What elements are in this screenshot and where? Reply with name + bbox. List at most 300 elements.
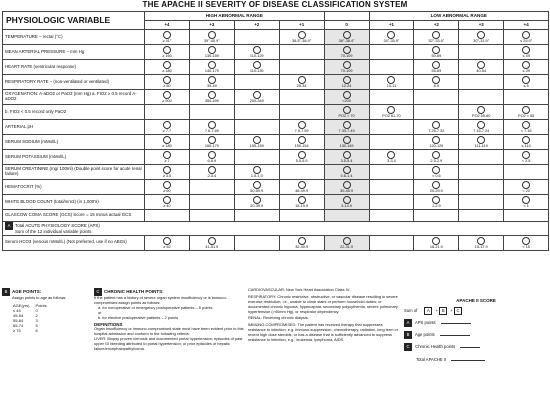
variable-label: RESPIRATORY RATE – (non-ventilated or ventilated)	[3, 75, 145, 90]
range-value: ≤ 29.9°	[520, 39, 533, 43]
score-checkbox[interactable]	[208, 166, 216, 174]
score-cell	[369, 45, 414, 60]
score-checkbox[interactable]	[208, 61, 216, 69]
score-cell	[504, 135, 549, 150]
score-cell	[189, 150, 234, 165]
range-value: 20-39.9	[250, 204, 264, 208]
age-range: ≥ 75	[13, 327, 21, 333]
score-cell	[369, 235, 414, 250]
range-value: ≥ 41°	[162, 39, 172, 43]
score-checkbox[interactable]	[253, 196, 261, 204]
range-value: 10-11	[386, 84, 397, 88]
score-cell	[369, 195, 414, 210]
score-cell	[189, 210, 234, 222]
score-cell	[234, 120, 279, 135]
range-value: 18-21.9	[429, 244, 443, 249]
score-checkbox[interactable]	[387, 151, 395, 159]
variable-row	[3, 165, 549, 180]
score-cell	[504, 150, 549, 165]
variable-row	[3, 235, 549, 250]
age-points-section	[2, 288, 92, 333]
agep-field[interactable]	[440, 335, 470, 336]
score-cell	[414, 105, 459, 120]
respiratory-definition: RESPIRATORY: Chronic restrictive, obstructive, or vascular disease resulting in severe exercise restriction, i.e., unable to climb stairs or perform household duties; or documented chronic hypoxia, hypercapnia, secondary polycythemia, severe pulmonary hypertension (>40mm Hg), or respirator dependency.	[248, 293, 398, 314]
score-checkbox[interactable]	[343, 121, 351, 129]
range-value: 2-3.4	[207, 174, 217, 178]
range-value: ≥ 52	[163, 244, 171, 249]
score-column-header: +1	[369, 21, 414, 30]
score-checkbox[interactable]	[432, 31, 440, 39]
chronic-option-a: a. for nonoperative or emergency postoperative patients – 5 points	[98, 304, 213, 310]
score-cell	[414, 180, 459, 195]
score-cell	[414, 45, 459, 60]
range-value: 70-109	[340, 69, 353, 73]
variable-row	[3, 90, 549, 105]
score-checkbox[interactable]	[343, 166, 351, 174]
range-value: 70-109	[340, 54, 353, 58]
score-checkbox[interactable]	[163, 46, 171, 54]
score-checkbox[interactable]	[343, 151, 351, 159]
score-cell	[189, 120, 234, 135]
chronic-badge: C	[94, 288, 102, 296]
score-cell	[145, 120, 190, 135]
range-value: 32-40.9	[295, 244, 309, 249]
range-value: < 20	[522, 189, 530, 193]
score-cell	[189, 195, 234, 210]
age-points: 2	[35, 312, 38, 318]
variable-row	[3, 120, 549, 135]
score-cell	[279, 105, 324, 120]
score-checkbox[interactable]	[477, 121, 485, 129]
score-cell	[324, 210, 369, 222]
variable-label: ARTERIAL pH	[3, 120, 145, 135]
score-cell	[414, 75, 459, 90]
score-cell	[234, 150, 279, 165]
score-checkbox[interactable]	[208, 151, 216, 159]
score-cell	[369, 120, 414, 135]
age-points: 6	[35, 327, 38, 333]
range-value: 0.6-1.4	[340, 174, 353, 178]
range-value: ≥ 7	[164, 159, 170, 163]
score-checkbox[interactable]	[208, 237, 216, 245]
score-checkbox[interactable]	[432, 196, 440, 204]
score-cell	[459, 60, 504, 75]
range-value: ≤ 49	[522, 54, 530, 58]
score-checkbox[interactable]	[477, 106, 485, 114]
high-range-header: HIGH ABNORMAL RANGE	[145, 12, 325, 21]
score-cell	[504, 105, 549, 120]
score-checkbox[interactable]	[298, 181, 306, 189]
range-value: < 7.15	[520, 129, 532, 133]
score-checkbox[interactable]	[343, 91, 351, 99]
score-checkbox[interactable]	[163, 121, 171, 129]
score-checkbox[interactable]	[477, 31, 485, 39]
score-checkbox[interactable]	[298, 237, 306, 245]
score-cell	[459, 75, 504, 90]
score-column-header: +4	[145, 21, 190, 30]
score-column-header: +1	[279, 21, 324, 30]
score-cell	[459, 180, 504, 195]
score-cell	[189, 90, 234, 105]
range-value: ≤ 5	[523, 84, 529, 88]
score-checkbox[interactable]	[208, 91, 216, 99]
score-checkbox[interactable]	[298, 136, 306, 144]
score-checkbox[interactable]	[477, 61, 485, 69]
bottom-section	[2, 288, 548, 404]
renal-definition: RENAL: Receiving chronic dialysis.	[248, 315, 309, 321]
variable-header: PHYSIOLOGIC VARIABLE	[3, 12, 145, 30]
range-value: ≤ 110	[521, 144, 531, 148]
score-cell	[279, 165, 324, 180]
score-checkbox[interactable]	[522, 196, 530, 204]
chronic-option-b: b. for elective postoperative patients – 2 points	[98, 314, 179, 320]
range-value: PO2 > 70	[338, 114, 355, 118]
variable-label: b. FIO2 < 0.5 record only PaO2	[3, 105, 145, 120]
score-checkbox[interactable]	[522, 181, 530, 189]
score-cell	[279, 135, 324, 150]
score-cell	[189, 75, 234, 90]
score-checkbox[interactable]	[387, 76, 395, 84]
score-checkbox[interactable]	[522, 151, 530, 159]
aps-total-sub: Sum of the 12 individual variable points	[15, 229, 92, 234]
range-value: 46-49.9	[295, 189, 309, 193]
aps-line	[404, 319, 548, 327]
score-checkbox[interactable]	[432, 181, 440, 189]
score-cell	[279, 180, 324, 195]
score-checkbox[interactable]	[522, 106, 530, 114]
score-cell	[279, 210, 324, 222]
score-checkbox[interactable]	[387, 31, 395, 39]
variable-label: HEMATOCRIT (%)	[3, 180, 145, 195]
variable-label: GLASCOW COMA SCORE (GCS) Score = 15 minus actual GCS	[3, 210, 145, 222]
score-checkbox[interactable]	[432, 237, 440, 245]
score-checkbox[interactable]	[163, 91, 171, 99]
range-value: 120-129	[429, 144, 444, 148]
range-value: 30-45.9	[340, 189, 353, 193]
variable-row	[3, 150, 549, 165]
score-checkbox[interactable]	[343, 196, 351, 204]
score-cell	[369, 210, 414, 222]
score-cell	[324, 90, 369, 105]
score-checkbox[interactable]	[163, 76, 171, 84]
score-checkbox[interactable]	[163, 136, 171, 144]
variable-label: Serum HCO3 (venous mMol/L) (Not preferred, use if no ABGs)	[3, 235, 145, 250]
score-cell	[414, 90, 459, 105]
score-checkbox[interactable]	[343, 181, 351, 189]
age-row	[10, 328, 50, 333]
score-cell	[504, 30, 549, 45]
score-cell	[279, 195, 324, 210]
score-cell	[369, 30, 414, 45]
score-checkbox[interactable]	[432, 46, 440, 54]
range-value: 1.5-1.9	[250, 174, 263, 178]
range-value: ≥ 160	[162, 54, 172, 58]
agep-badge: B	[404, 331, 412, 339]
score-cell	[459, 195, 504, 210]
score-checkbox[interactable]	[298, 121, 306, 129]
agep-label: Age points	[414, 332, 435, 338]
score-checkbox[interactable]	[522, 61, 530, 69]
range-value: 50-69	[431, 54, 442, 58]
score-checkbox[interactable]	[477, 237, 485, 245]
aps-total-badge: A	[5, 222, 13, 230]
age-points-line	[404, 331, 548, 339]
score-checkbox[interactable]	[163, 181, 171, 189]
range-value: 50-59.9	[250, 189, 264, 193]
score-checkbox[interactable]	[343, 106, 351, 114]
score-cell	[459, 150, 504, 165]
score-checkbox[interactable]	[253, 46, 261, 54]
score-checkbox[interactable]	[343, 31, 351, 39]
range-value: 3.5-5.4	[340, 159, 353, 163]
chronic-or: or	[98, 309, 102, 315]
sum-box-b: B	[439, 307, 447, 315]
age-range: 65-74	[13, 322, 24, 328]
aps-label: APS points	[414, 320, 436, 326]
score-checkbox[interactable]	[253, 181, 261, 189]
score-cell	[459, 135, 504, 150]
range-value: 22-31.9	[340, 244, 353, 249]
score-cell	[279, 45, 324, 60]
variable-label: OXYGENATION: A-aDO2 or PaO2 (mm Hg) a. FIO2 ≥ 0.5 record A-aDO2	[3, 90, 145, 105]
score-cell	[279, 120, 324, 135]
score-checkbox[interactable]	[432, 166, 440, 174]
score-cell	[324, 235, 369, 250]
range-value: 32°-33.9°	[428, 39, 445, 43]
score-cell	[279, 60, 324, 75]
score-cell	[414, 60, 459, 75]
score-cell	[145, 165, 190, 180]
age-points: 0	[35, 307, 38, 313]
score-column-header: +2	[234, 21, 279, 30]
score-checkbox[interactable]	[522, 46, 530, 54]
score-checkbox[interactable]	[253, 166, 261, 174]
score-checkbox[interactable]	[432, 151, 440, 159]
score-cell	[145, 210, 190, 222]
age-range: 45-54	[13, 312, 24, 318]
score-cell	[414, 165, 459, 180]
chronic-points-line	[404, 343, 548, 351]
score-checkbox[interactable]	[163, 237, 171, 245]
score-cell	[234, 165, 279, 180]
aps-total-row	[3, 222, 549, 236]
range-value: 34°-35.9°	[383, 39, 400, 43]
score-cell	[324, 120, 369, 135]
range-value: 7.5-7.59	[294, 129, 309, 133]
score-checkbox[interactable]	[343, 76, 351, 84]
score-cell	[459, 165, 504, 180]
age-range: 55-64	[13, 317, 24, 323]
score-column-header: +3	[189, 21, 234, 30]
total-label: Total APACHE II	[416, 357, 447, 362]
score-cell	[504, 120, 549, 135]
score-cell	[234, 60, 279, 75]
range-value: 130-159	[204, 54, 219, 58]
score-checkbox[interactable]	[432, 136, 440, 144]
range-value: 7.25-7.32	[428, 129, 445, 133]
chp-field[interactable]	[460, 347, 480, 348]
range-value: 7.15-7.24	[473, 129, 490, 133]
score-checkbox[interactable]	[298, 196, 306, 204]
score-cell	[369, 135, 414, 150]
range-value: 111-119	[474, 144, 488, 148]
score-checkbox[interactable]	[477, 136, 485, 144]
score-cell	[279, 75, 324, 90]
sum-label: Sum of	[404, 308, 418, 314]
score-cell	[234, 105, 279, 120]
score-checkbox[interactable]	[208, 31, 216, 39]
score-cell	[234, 30, 279, 45]
score-checkbox[interactable]	[163, 151, 171, 159]
variable-label: MEAN ARTERIAL PRESSURE – mm Hg	[3, 45, 145, 60]
score-cell	[324, 45, 369, 60]
total-field[interactable]	[451, 360, 485, 361]
sum-line: Sum of A + B + C	[404, 307, 548, 315]
apache-score-title: APACHE II SCORE	[456, 298, 496, 303]
form-title: THE APACHE II SEVERITY OF DISEASE CLASSIFICATION SYSTEM	[142, 0, 408, 9]
low-range-header: LOW ABNORMAL RANGE	[369, 12, 549, 21]
score-cell	[279, 30, 324, 45]
range-value: < 2.5	[521, 159, 531, 163]
score-checkbox[interactable]	[163, 196, 171, 204]
score-cell	[504, 180, 549, 195]
range-value: ≥ 3.5	[162, 174, 172, 178]
score-cell	[145, 60, 190, 75]
score-cell	[324, 30, 369, 45]
score-cell	[324, 105, 369, 120]
chp-badge: C	[404, 343, 412, 351]
score-checkbox[interactable]	[522, 237, 530, 245]
range-value: 110-129	[249, 54, 264, 58]
variable-label: WHITE BLOOD COUNT (total/mm3) (in 1,000's)	[3, 195, 145, 210]
score-checkbox[interactable]	[253, 91, 261, 99]
score-cell	[234, 235, 279, 250]
range-value: 7.6-7.69	[204, 129, 219, 133]
score-cell	[414, 135, 459, 150]
score-cell	[324, 75, 369, 90]
age-title: AGE POINTS:	[12, 289, 42, 295]
score-cell	[369, 90, 414, 105]
score-checkbox[interactable]	[208, 46, 216, 54]
score-checkbox[interactable]	[208, 121, 216, 129]
sum-box-a: A	[424, 307, 432, 315]
age-badge: B	[2, 288, 10, 296]
chp-label: Chronic Health points	[415, 344, 456, 350]
definitions-title: DEFINITIONS	[94, 322, 123, 328]
score-column-header: +3	[459, 21, 504, 30]
range-value: 150-154	[294, 144, 309, 148]
score-checkbox[interactable]	[522, 31, 530, 39]
range-value: 35-49	[206, 84, 217, 88]
score-cell	[459, 120, 504, 135]
range-value: 12-24	[341, 84, 352, 88]
score-cell	[145, 75, 190, 90]
range-value: 155-159	[249, 144, 264, 148]
score-checkbox[interactable]	[387, 106, 395, 114]
chronic-health-section	[94, 288, 244, 352]
range-value: <200	[342, 99, 351, 103]
score-checkbox[interactable]	[163, 31, 171, 39]
score-cell	[504, 60, 549, 75]
chronic-title: CHRONIC HEALTH POINTS:	[104, 289, 164, 295]
range-value: PO2 61-70	[382, 114, 401, 118]
sum-box-c: C	[454, 307, 462, 315]
score-checkbox[interactable]	[522, 136, 530, 144]
variable-label: SERUM CREATININE (mg/ 100ml) (Double point score for acute renal failure)	[3, 165, 145, 180]
variable-row	[3, 60, 549, 75]
score-cell	[189, 180, 234, 195]
score-checkbox[interactable]	[343, 136, 351, 144]
score-cell	[234, 90, 279, 105]
score-checkbox[interactable]	[163, 166, 171, 174]
score-cell	[504, 165, 549, 180]
range-value: 30°-31.9°	[473, 39, 490, 43]
score-checkbox[interactable]	[432, 121, 440, 129]
score-cell	[324, 60, 369, 75]
score-cell	[145, 180, 190, 195]
score-checkbox[interactable]	[163, 61, 171, 69]
score-cell	[145, 235, 190, 250]
variable-row	[3, 180, 549, 195]
score-checkbox[interactable]	[432, 76, 440, 84]
range-value: 3-3.4	[387, 159, 396, 163]
score-checkbox[interactable]	[298, 31, 306, 39]
score-cell	[189, 135, 234, 150]
score-checkbox[interactable]	[208, 136, 216, 144]
range-value: 5.5-5.9	[295, 159, 308, 163]
score-checkbox[interactable]	[208, 76, 216, 84]
total-line	[404, 357, 548, 362]
score-checkbox[interactable]	[432, 61, 440, 69]
range-value: ≥ 50	[163, 84, 171, 88]
range-value: 15-19.9	[295, 204, 309, 208]
score-checkbox[interactable]	[343, 46, 351, 54]
aps-field[interactable]	[441, 323, 471, 324]
range-value: PO2 < 55	[518, 114, 535, 118]
aps-total-cell	[3, 222, 549, 236]
liver-definition: LIVER: Biopsy proven cirrhosis and documented portal hypertension; episodes of past upper GI bleeding attributed to portal hypertension; or prior episodes of hepatic failure/encephalopathy/coma.	[94, 336, 243, 351]
score-cell	[369, 60, 414, 75]
score-checkbox[interactable]	[253, 136, 261, 144]
score-checkbox[interactable]	[343, 237, 351, 245]
score-checkbox[interactable]	[253, 61, 261, 69]
range-value: 6-9	[433, 84, 440, 88]
score-checkbox[interactable]	[522, 121, 530, 129]
score-cell	[414, 195, 459, 210]
variable-row	[3, 45, 549, 60]
range-value: 20-29.9	[429, 189, 443, 193]
score-checkbox[interactable]	[298, 151, 306, 159]
score-cell	[145, 45, 190, 60]
score-checkbox[interactable]	[298, 76, 306, 84]
score-cell	[504, 210, 549, 222]
normal-header	[324, 12, 369, 21]
score-cell	[414, 120, 459, 135]
score-cell	[234, 210, 279, 222]
score-cell	[145, 30, 190, 45]
range-value: 40-54	[476, 69, 487, 73]
score-cell	[189, 45, 234, 60]
range-value: 140-179	[204, 69, 219, 73]
score-checkbox[interactable]	[522, 76, 530, 84]
chronic-intro: If the patient has a history of severe organ system insufficiency or is immuno-compromised assign points as follows:	[94, 295, 227, 305]
score-cell	[459, 235, 504, 250]
score-cell	[369, 75, 414, 90]
score-cell	[145, 105, 190, 120]
score-cell	[279, 150, 324, 165]
score-cell	[324, 180, 369, 195]
score-checkbox[interactable]	[343, 61, 351, 69]
